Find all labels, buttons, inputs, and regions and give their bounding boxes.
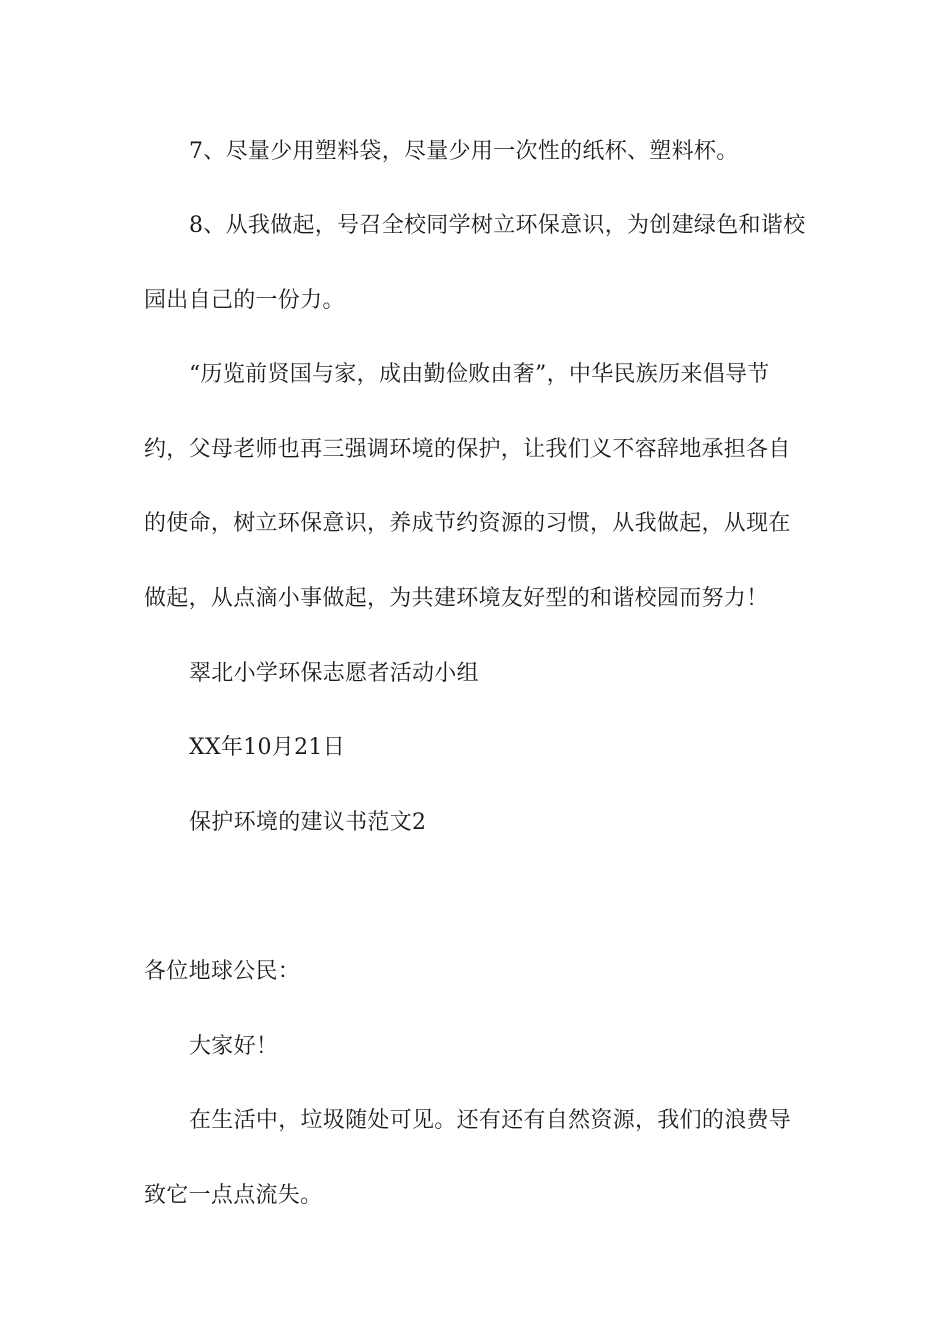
body-paragraph: 在生活中，垃圾随处可见。还有还有自然资源，我们的浪费导 — [189, 1108, 792, 1133]
paragraph-quote: “历览前贤国与家，成由勤俭败由奢”，中华民族历来倡导节 — [189, 362, 770, 387]
salutation: 各位地球公民： — [144, 959, 301, 984]
paragraph-quote-line-3: 的使命，树立环保意识，养成节约资源的习惯，从我做起，从现在 — [144, 511, 791, 536]
signature-organization: 翠北小学环保志愿者活动小组 — [189, 661, 479, 686]
paragraph-quote-line-2: 约，父母老师也再三强调环境的保护，让我们义不容辞地承担各自 — [144, 437, 791, 462]
paragraph-item-8-continued: 园出自己的一份力。 — [144, 288, 345, 313]
paragraph-quote-line-4: 做起，从点滴小事做起，为共建环境友好型的和谐校园而努力！ — [144, 586, 769, 611]
body-paragraph-line-2: 致它一点点流失。 — [144, 1183, 323, 1208]
signature-date: XX年10月21日 — [189, 735, 346, 760]
section-title: 保护环境的建议书范文2 — [189, 810, 427, 835]
paragraph-item-8: 8、从我做起，号召全校同学树立环保意识，为创建绿色和谐校 — [189, 213, 806, 238]
paragraph-item-7: 7、尽量少用塑料袋，尽量少用一次性的纸杯、塑料杯。 — [189, 139, 739, 164]
greeting: 大家好！ — [189, 1034, 279, 1059]
